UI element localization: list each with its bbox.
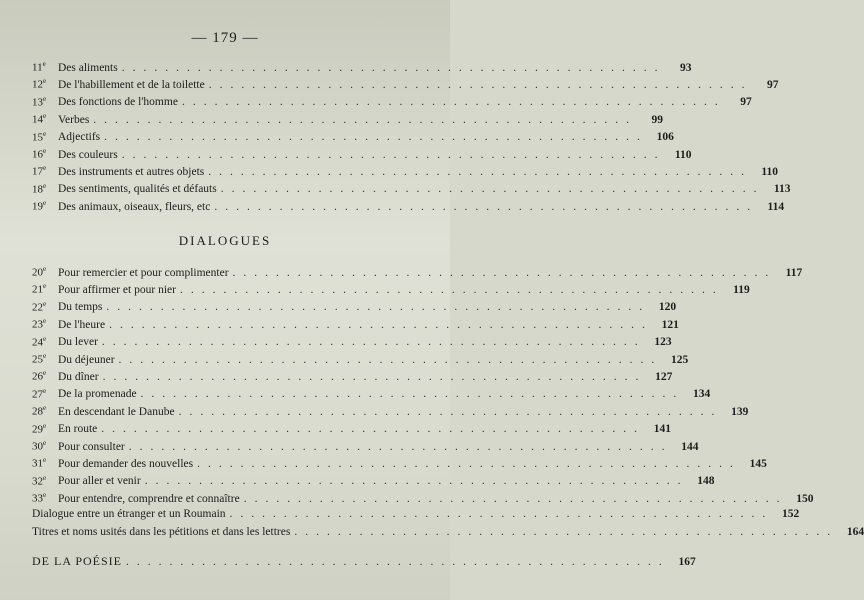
- leader-dots: ..................................................: [181, 96, 726, 109]
- entry-number-suffix: e: [43, 77, 47, 86]
- entry-title: Des fonctions de l'homme: [58, 96, 178, 109]
- toc-entry: [32, 299, 677, 317]
- entry-title: De la promenade: [58, 388, 137, 401]
- entry-number-value: 23: [32, 318, 43, 331]
- entry-title: Verbes: [58, 113, 90, 126]
- entry-number-value: 25: [32, 353, 43, 366]
- entry-number-value: 19: [32, 200, 43, 213]
- leader-dots: ..................................................: [220, 183, 765, 196]
- toc-entry: [32, 369, 673, 386]
- entry-number: [32, 335, 58, 349]
- entry-number-suffix: e: [43, 164, 47, 173]
- entry-title: Dialogue entre un étranger et un Roumain: [32, 508, 226, 521]
- entry-number: [32, 369, 58, 383]
- entry-number-value: 24: [32, 336, 43, 349]
- entry-number-value: 16: [32, 148, 43, 161]
- entry-number-value: 20: [32, 266, 43, 279]
- entry-title: Pour consulter: [58, 440, 125, 453]
- leader-dots: ..................................................: [121, 148, 666, 161]
- entry-title: Des instruments et autres objets: [58, 166, 205, 178]
- entry-title: En descendant le Danube: [58, 405, 175, 418]
- entry-number-suffix: e: [43, 299, 47, 308]
- entry-page: 93: [679, 61, 692, 74]
- entry-page: 99: [651, 113, 664, 126]
- entry-number-suffix: e: [43, 369, 47, 378]
- toc-entry: [32, 334, 672, 352]
- entry-number-suffix: e: [43, 181, 47, 190]
- entry-title: DE LA POÉSIE: [32, 554, 122, 568]
- entry-page: 120: [658, 301, 677, 314]
- entry-page: 167: [678, 556, 696, 568]
- toc-entry: [32, 508, 800, 525]
- leader-dots: ..................................................: [109, 318, 653, 331]
- entry-number: [32, 60, 58, 74]
- leader-dots: ..................................................: [128, 440, 673, 453]
- leader-dots: ..................................................: [140, 388, 685, 401]
- leader-dots: ..................................................: [208, 166, 753, 178]
- entry-title: Du lever: [58, 336, 98, 349]
- entry-number-value: 21: [32, 284, 43, 297]
- entry-number: [32, 95, 58, 109]
- entry-title: Des sentiments, qualités et défauts: [58, 183, 217, 196]
- entry-number: [32, 352, 58, 366]
- entry-number: [32, 282, 58, 296]
- entry-title: Pour remercier et pour complimenter: [58, 266, 229, 279]
- entry-number-value: 27: [32, 388, 43, 401]
- entry-number-suffix: e: [43, 334, 47, 343]
- toc-entry: [32, 386, 711, 404]
- entry-number-suffix: e: [43, 421, 47, 430]
- entry-number-suffix: e: [43, 351, 47, 360]
- toc-entry: [32, 112, 664, 129]
- toc-entry: [32, 525, 864, 543]
- entry-number-value: 15: [32, 131, 43, 144]
- entry-number-suffix: e: [43, 129, 47, 138]
- entry-number-suffix: e: [42, 60, 46, 68]
- entry-number: [32, 77, 58, 91]
- toc-entry: [32, 282, 750, 299]
- toc-entry: [32, 351, 689, 369]
- leader-dots: ..................................................: [294, 525, 839, 538]
- section-title-dialogues: DIALOGUES: [178, 233, 272, 248]
- entry-number-value: 22: [32, 301, 43, 314]
- entry-page: 152: [782, 508, 800, 521]
- entry-number-suffix: e: [43, 112, 47, 121]
- entry-page: 148: [697, 475, 715, 488]
- entry-title: En route: [58, 423, 98, 436]
- page-number-header: — 179 —: [191, 30, 259, 46]
- entry-title: Titres et noms usités dans les pétitions et dans les lettres: [32, 525, 291, 538]
- entry-number: [32, 387, 58, 401]
- entry-number: [32, 474, 58, 488]
- toc-entry: [32, 491, 814, 508]
- entry-page: 144: [681, 440, 699, 453]
- leader-dots: ..................................................: [118, 353, 663, 366]
- entry-page: 150: [796, 492, 814, 505]
- entry-number: [32, 404, 58, 418]
- entry-number-suffix: e: [43, 199, 47, 208]
- entry-number: [32, 439, 58, 453]
- entry-title: Du dîner: [58, 371, 99, 383]
- entry-title: Pour affirmer et pour nier: [58, 284, 176, 297]
- toc-entry-poesie: [32, 554, 696, 571]
- leader-dots: ..................................................: [93, 113, 638, 126]
- entry-page: 110: [674, 148, 692, 161]
- entry-number-value: 33: [32, 492, 43, 505]
- entry-page: 164: [846, 525, 864, 538]
- entry-number-suffix: e: [43, 386, 47, 395]
- entry-number: [32, 147, 58, 161]
- leader-dots: ..................................................: [214, 200, 759, 213]
- entry-title: Des aliments: [58, 61, 118, 74]
- entry-number: [32, 300, 58, 314]
- toc-entry: [32, 77, 779, 94]
- entry-number-value: 26: [32, 371, 43, 383]
- entry-number: [32, 491, 58, 505]
- entry-number: [32, 164, 58, 178]
- toc-list-part1: [32, 60, 791, 217]
- entry-title: Adjectifs: [58, 131, 101, 144]
- toc-entry: [32, 146, 692, 164]
- entry-page: 127: [655, 371, 673, 383]
- entry-page: 134: [693, 388, 711, 401]
- entry-number: [32, 199, 58, 213]
- entry-number-value: 29: [32, 423, 43, 436]
- toc-entry: [32, 265, 803, 282]
- entry-number-suffix: e: [43, 456, 47, 465]
- entry-title: Pour aller et venir: [58, 475, 141, 488]
- entry-number: [32, 182, 58, 196]
- toc-entry: [32, 421, 672, 439]
- entry-number-value: 31: [32, 457, 43, 470]
- entry-number-suffix: e: [43, 491, 47, 500]
- leader-dots: ..................................................: [102, 371, 647, 383]
- toc-entry: [32, 473, 715, 491]
- entry-page: 145: [749, 457, 767, 470]
- entry-number-suffix: e: [43, 317, 47, 326]
- leader-dots: ..................................................: [229, 508, 774, 521]
- leader-dots: ..................................................: [178, 405, 723, 418]
- toc-entry: [32, 60, 692, 77]
- entry-title: Du temps: [58, 301, 103, 314]
- entry-number-value: 28: [32, 405, 43, 418]
- entry-number-value: 30: [32, 440, 43, 453]
- entry-number-value: 17: [32, 166, 43, 178]
- leader-dots: ..................................................: [101, 423, 646, 436]
- entry-page: 139: [731, 405, 749, 418]
- leader-dots: ..................................................: [101, 336, 646, 349]
- entry-number-suffix: e: [43, 404, 47, 413]
- leader-dots: ..................................................: [197, 457, 741, 470]
- entry-title: De l'heure: [58, 318, 106, 331]
- entry-title: Pour entendre, comprendre et connaître: [58, 492, 240, 505]
- entry-number-suffix: e: [43, 473, 47, 482]
- toc-list-dialogues: [32, 265, 864, 543]
- entry-number-value: 32: [32, 475, 43, 488]
- entry-number: [32, 456, 58, 470]
- leader-dots: ..................................................: [121, 61, 666, 74]
- entry-title: Des couleurs: [58, 148, 118, 161]
- leader-dots: ..................................................: [232, 266, 777, 279]
- entry-number-suffix: e: [43, 438, 47, 447]
- leader-dots: ..................................................: [104, 131, 648, 144]
- toc-entry: [32, 404, 749, 421]
- entry-number-value: 11: [32, 61, 43, 74]
- leader-dots: ..................................................: [126, 556, 670, 568]
- entry-page: 117: [785, 266, 803, 279]
- leader-dots: ..................................................: [179, 284, 724, 297]
- toc-entry: [32, 317, 679, 334]
- entry-number: [32, 265, 58, 279]
- entry-page: 113: [773, 183, 791, 196]
- entry-page: 125: [671, 353, 689, 366]
- entry-number-value: 14: [32, 113, 43, 126]
- entry-page: 97: [740, 96, 752, 109]
- leader-dots: ..................................................: [106, 301, 651, 314]
- leader-dots: ..................................................: [144, 475, 689, 488]
- entry-page: 119: [733, 284, 750, 297]
- entry-number: [32, 422, 58, 436]
- entry-number-suffix: e: [43, 94, 47, 103]
- toc-entry: [32, 456, 767, 473]
- toc-entry: [32, 438, 699, 456]
- entry-number: [32, 317, 58, 331]
- entry-number: [32, 112, 58, 126]
- entry-page: 114: [767, 200, 785, 213]
- entry-page: 121: [661, 318, 679, 331]
- entry-title: Pour demander des nouvelles: [58, 457, 194, 470]
- entry-number-value: 12: [32, 79, 43, 92]
- entry-number-value: 13: [32, 96, 43, 109]
- toc-entry: [32, 181, 791, 199]
- entry-number-suffix: e: [43, 265, 47, 273]
- leader-dots: ..................................................: [208, 79, 753, 92]
- entry-page: 110: [761, 166, 779, 178]
- toc-entry: [32, 164, 779, 181]
- toc-entry: [32, 129, 674, 147]
- entry-page: 123: [654, 336, 672, 349]
- entry-number-value: 18: [32, 183, 43, 196]
- entry-number-suffix: e: [43, 146, 47, 155]
- toc-entry: [32, 199, 785, 216]
- entry-number-suffix: e: [43, 282, 47, 291]
- entry-page: 97: [766, 79, 779, 92]
- entry-title: De l'habillement et de la toilette: [58, 79, 205, 92]
- entry-title: Des animaux, oiseaux, fleurs, etc: [58, 200, 211, 213]
- entry-title: Du déjeuner: [58, 353, 115, 366]
- toc-entry: [32, 94, 752, 112]
- entry-page: 141: [653, 423, 672, 436]
- leader-dots: ..................................................: [243, 492, 788, 505]
- entry-number: [32, 130, 58, 144]
- entry-page: 106: [656, 131, 674, 144]
